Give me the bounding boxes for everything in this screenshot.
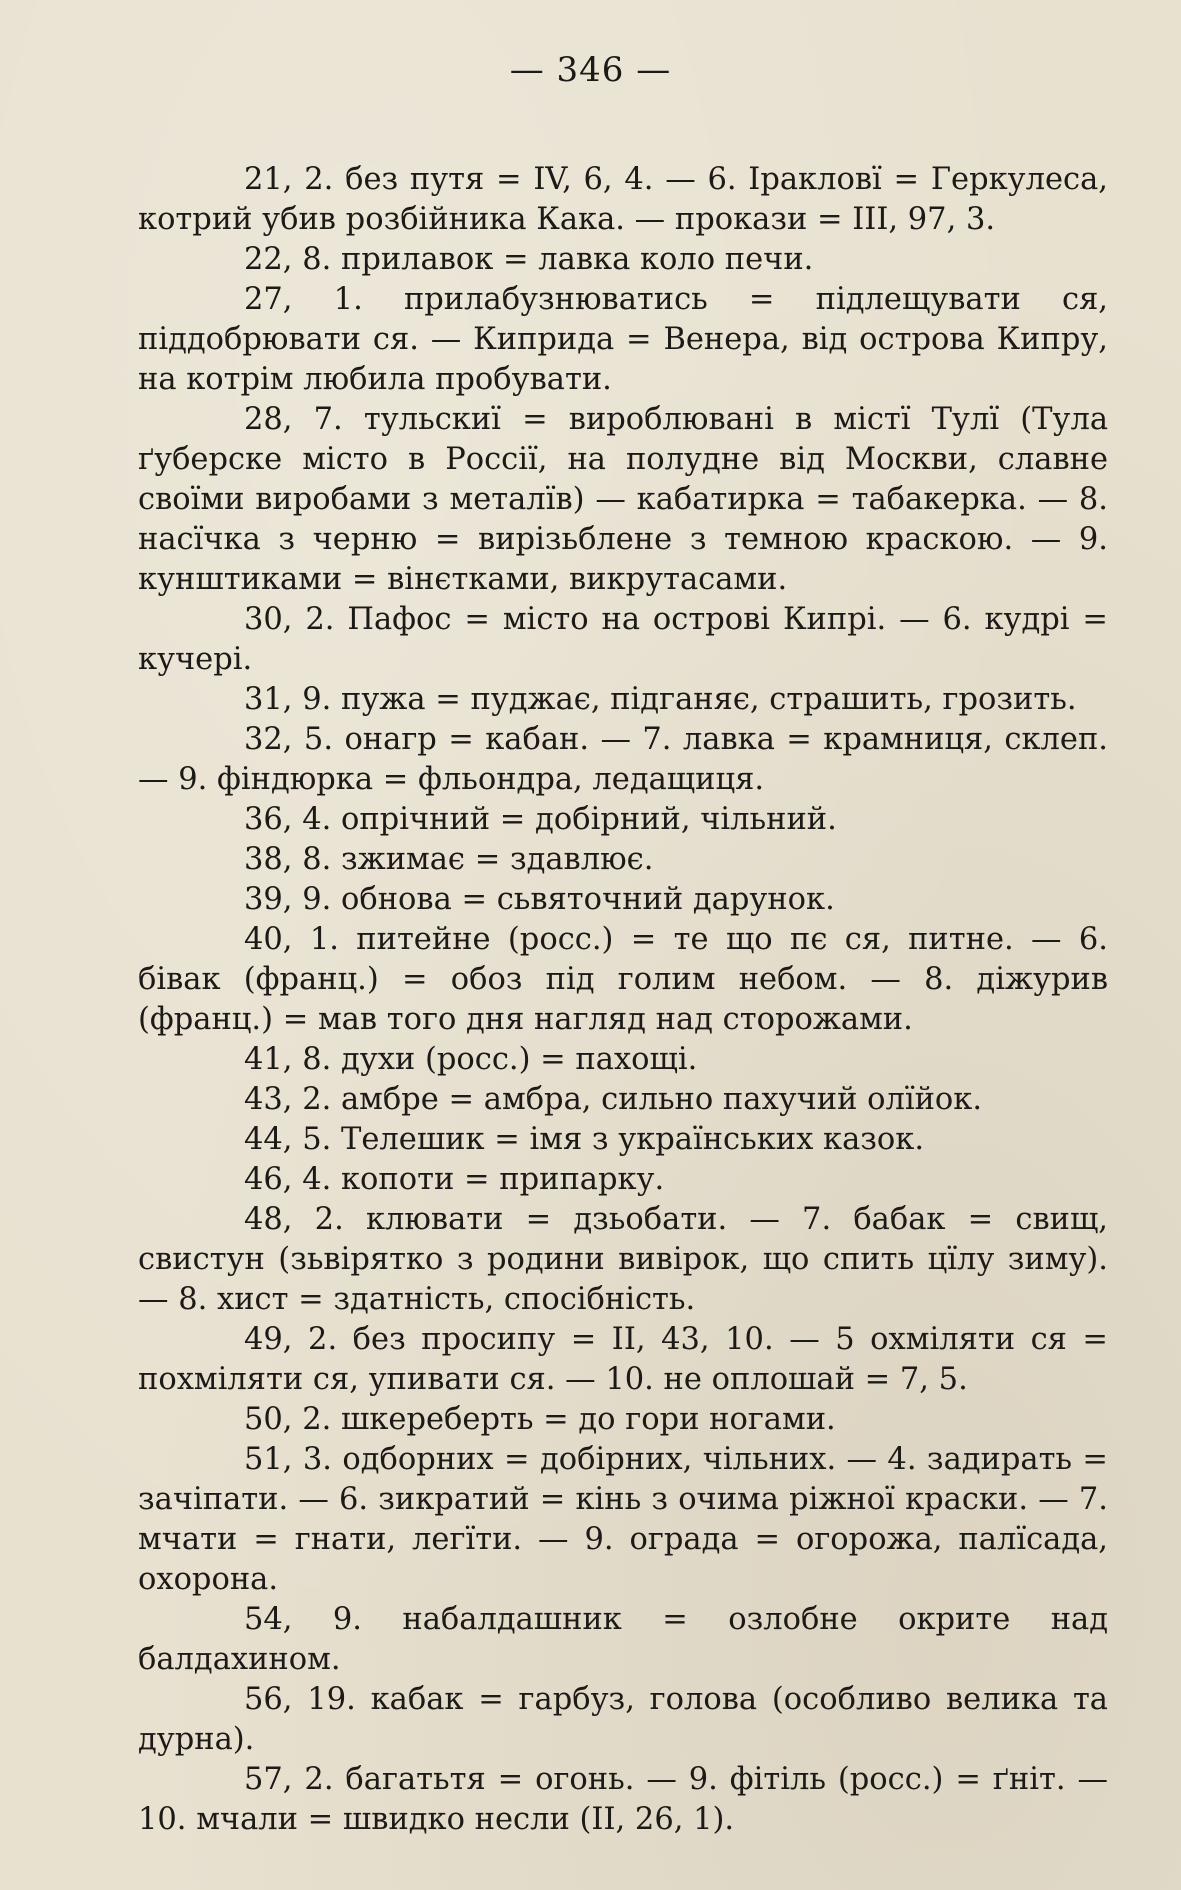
glossary-entry: 54, 9. набалдашник = озлобне окрите над балдахином. — [138, 1602, 1108, 1677]
glossary-entry: 43, 2. амбре = амбра, сильно пахучий олїйок. — [244, 1082, 983, 1117]
glossary-entry: 49, 2. без просипу = II, 43, 10. — 5 охміляти ся = похміляти ся, упивати ся. — 10. не оплошай = 7, 5. — [138, 1322, 1108, 1397]
glossary-text — [138, 160, 1108, 1840]
glossary-entry: 40, 1. питейне (росс.) = те що пє ся, питне. — 6. бівак (франц.) = обоз під голим небом. — 8. діжурив (франц.) = мав того дня нагляд над сторожами. — [138, 922, 1108, 1037]
glossary-entry: 48, 2. клювати = дзьобати. — 7. бабак = свищ, свистун (зьвірятко з родини вивірок, що спить цїлу зиму). — 8. хист = здатність, спосібність. — [138, 1202, 1108, 1317]
glossary-entry: 31, 9. пужа = пуджає, підганяє, страшить, грозить. — [244, 682, 1077, 717]
glossary-entry: 44, 5. Телешик = імя з українських казок. — [244, 1122, 925, 1157]
glossary-entry: 46, 4. копоти = припарку. — [244, 1162, 665, 1197]
glossary-entry: 41, 8. духи (росс.) = пахощі. — [244, 1042, 698, 1077]
glossary-entry: 36, 4. опрічний = добірний, чільний. — [244, 802, 837, 837]
glossary-entry: 30, 2. Пафос = місто на острові Кипрі. — 6. кудрі = кучері. — [138, 602, 1108, 677]
page-number: — 346 — — [509, 50, 672, 90]
glossary-entry: 50, 2. шкереберть = до гори ногами. — [244, 1402, 836, 1437]
glossary-entry: 27, 1. прилабузнюватись = підлещувати ся, піддобрювати ся. — Киприда = Венера, від острова Кипру, на котрім любила пробувати. — [138, 282, 1108, 397]
glossary-entry: 21, 2. без путя = IV, 6, 4. — 6. Іракловї = Геркулеса, котрий убив розбійника Кака. — прокази = III, 97, 3. — [138, 162, 1108, 237]
glossary-entry: 38, 8. зжимає = здавлює. — [244, 842, 654, 877]
glossary-entry: 51, 3. одборних = добірних, чільних. — 4. задирать = зачіпати. — 6. зикратий = кінь з очима ріжної краски. — 7. мчати = гнати, легїти. — 9. ограда = огорожа, палїсада, охорона. — [138, 1442, 1108, 1597]
glossary-entry: 22, 8. прилавок = лавка коло печи. — [244, 242, 814, 277]
glossary-entry: 28, 7. тульскиї = вироблювані в містї Тулї (Тула ґуберске місто в Россії, на полудне від Москви, славне своїми виробами з металїв) — кабатирка = табакерка. — 8. насїчка з черню = вирізьблене з темною краскою. — 9. кунштиками = вінєтками, викрутасами. — [138, 402, 1108, 597]
glossary-entry: 32, 5. онагр = кабан. — 7. лавка = крамниця, склеп. — 9. фіндюрка = фльондра, ледащиця. — [138, 722, 1108, 797]
glossary-entry: 56, 19. кабак = гарбуз, голова (особливо велика та дурна). — [138, 1682, 1108, 1757]
glossary-entry: 39, 9. обнова = сьвяточний дарунок. — [244, 882, 835, 917]
glossary-entry: 57, 2. багатьтя = огонь. — 9. фітіль (росс.) = ґніт. — 10. мчали = швидко несли (II, 26, 1). — [138, 1762, 1108, 1837]
